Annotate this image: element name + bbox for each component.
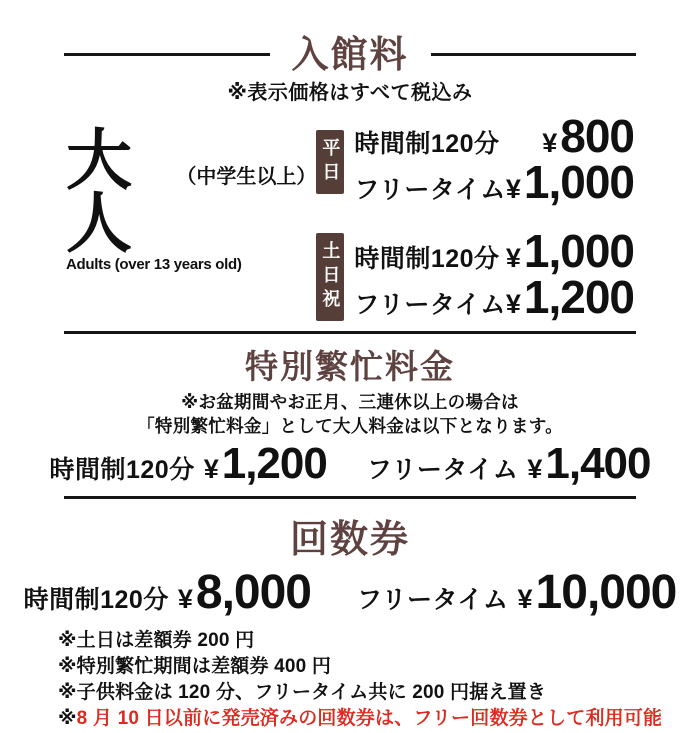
adult-qualifier: （中学生以上） — [176, 166, 317, 189]
footnotes — [58, 628, 700, 733]
price-amount: 10,000 — [535, 565, 677, 619]
price-amount: 1,400 — [545, 438, 651, 488]
price-pair — [49, 438, 327, 488]
weekday-rows — [354, 110, 634, 209]
price-value — [505, 271, 634, 324]
price-amount: 1,000 — [523, 225, 634, 278]
footnote-weekend-surcharge: ※土日は差額券 200 円 — [58, 629, 255, 651]
adult-name: 大人 — [66, 123, 129, 261]
price-label: フリータイム — [357, 585, 509, 614]
tax-included-note: ※表示価格はすべて税込み — [227, 82, 473, 105]
yen-sign: ¥ — [177, 583, 193, 614]
price-value — [203, 438, 327, 488]
price-pair — [23, 565, 311, 619]
admission-header — [64, 34, 636, 75]
coupon-title: 回数券 — [289, 518, 410, 561]
adult-category — [66, 117, 316, 321]
asterisk-mark: ※ — [58, 708, 77, 730]
price-value — [517, 565, 677, 619]
price-row — [354, 271, 634, 324]
busy-season-note-1: ※お盆期間やお正月、三連休以上の場合は — [181, 392, 519, 413]
price-amount: 1,000 — [523, 156, 634, 209]
admission-price-groups — [316, 110, 634, 324]
price-value — [542, 110, 634, 163]
price-amount: 1,200 — [523, 271, 634, 324]
yen-sign: ¥ — [505, 289, 521, 320]
busy-season-title: 特別繁忙料金 — [245, 348, 455, 386]
section-divider — [64, 331, 636, 334]
busy-season-note-2: 「特別繁忙料金」として大人料金は以下となります。 — [137, 415, 563, 436]
price-row — [354, 225, 634, 278]
header-rule-right — [431, 53, 637, 56]
weekday-group — [316, 110, 634, 209]
footnote-busy-surcharge: ※特別繁忙期間は差額券 400 円 — [58, 655, 332, 677]
yen-sign: ¥ — [203, 453, 219, 484]
price-amount: 1,200 — [221, 438, 327, 488]
busy-season-section — [0, 341, 700, 488]
price-label: フリータイム — [366, 455, 519, 484]
weekday-badge: 平日 — [316, 130, 344, 194]
price-amount: 8,000 — [195, 565, 311, 619]
price-value — [505, 225, 634, 278]
price-label: 時間制120分 — [23, 585, 169, 614]
price-label: 時間制120分 — [49, 455, 195, 484]
admission-body — [66, 110, 634, 324]
yen-sign: ¥ — [505, 243, 521, 274]
coupon-prices — [0, 565, 700, 619]
yen-sign: ¥ — [542, 128, 558, 159]
price-value — [505, 156, 634, 209]
price-pair — [366, 438, 651, 488]
price-label: 時間制120分 — [354, 130, 500, 159]
footnote-coupon-validity — [58, 706, 700, 732]
price-label: フリータイム — [354, 291, 506, 320]
price-label: フリータイム — [354, 176, 506, 205]
yen-sign: ¥ — [517, 583, 533, 614]
price-value — [527, 438, 651, 488]
weekend-badge: 土日祝 — [316, 233, 344, 321]
admission-title: 入館料 — [291, 34, 409, 75]
header-rule-left — [64, 53, 270, 56]
coupon-section — [0, 508, 700, 733]
busy-season-prices — [0, 438, 700, 488]
yen-sign: ¥ — [527, 453, 543, 484]
price-row — [354, 110, 634, 163]
price-pair — [357, 565, 677, 619]
admission-section — [0, 34, 700, 324]
weekend-rows — [354, 225, 634, 324]
price-row — [354, 156, 634, 209]
price-label: 時間制120分 — [354, 245, 500, 274]
price-value — [177, 565, 311, 619]
weekend-group — [316, 225, 634, 324]
adult-english-label: Adults (over 13 years old) — [66, 255, 242, 273]
highlight-note-text: 8 月 10 日以前に発売済みの回数券は、フリー回数券として利用可能 — [76, 708, 663, 730]
section-divider — [64, 496, 636, 499]
footnote-child-price: ※子供料金は 120 分、フリータイム共に 200 円据え置き — [58, 682, 547, 704]
yen-sign: ¥ — [505, 174, 521, 205]
price-amount: 800 — [560, 110, 634, 163]
adult-name-row — [66, 123, 317, 261]
